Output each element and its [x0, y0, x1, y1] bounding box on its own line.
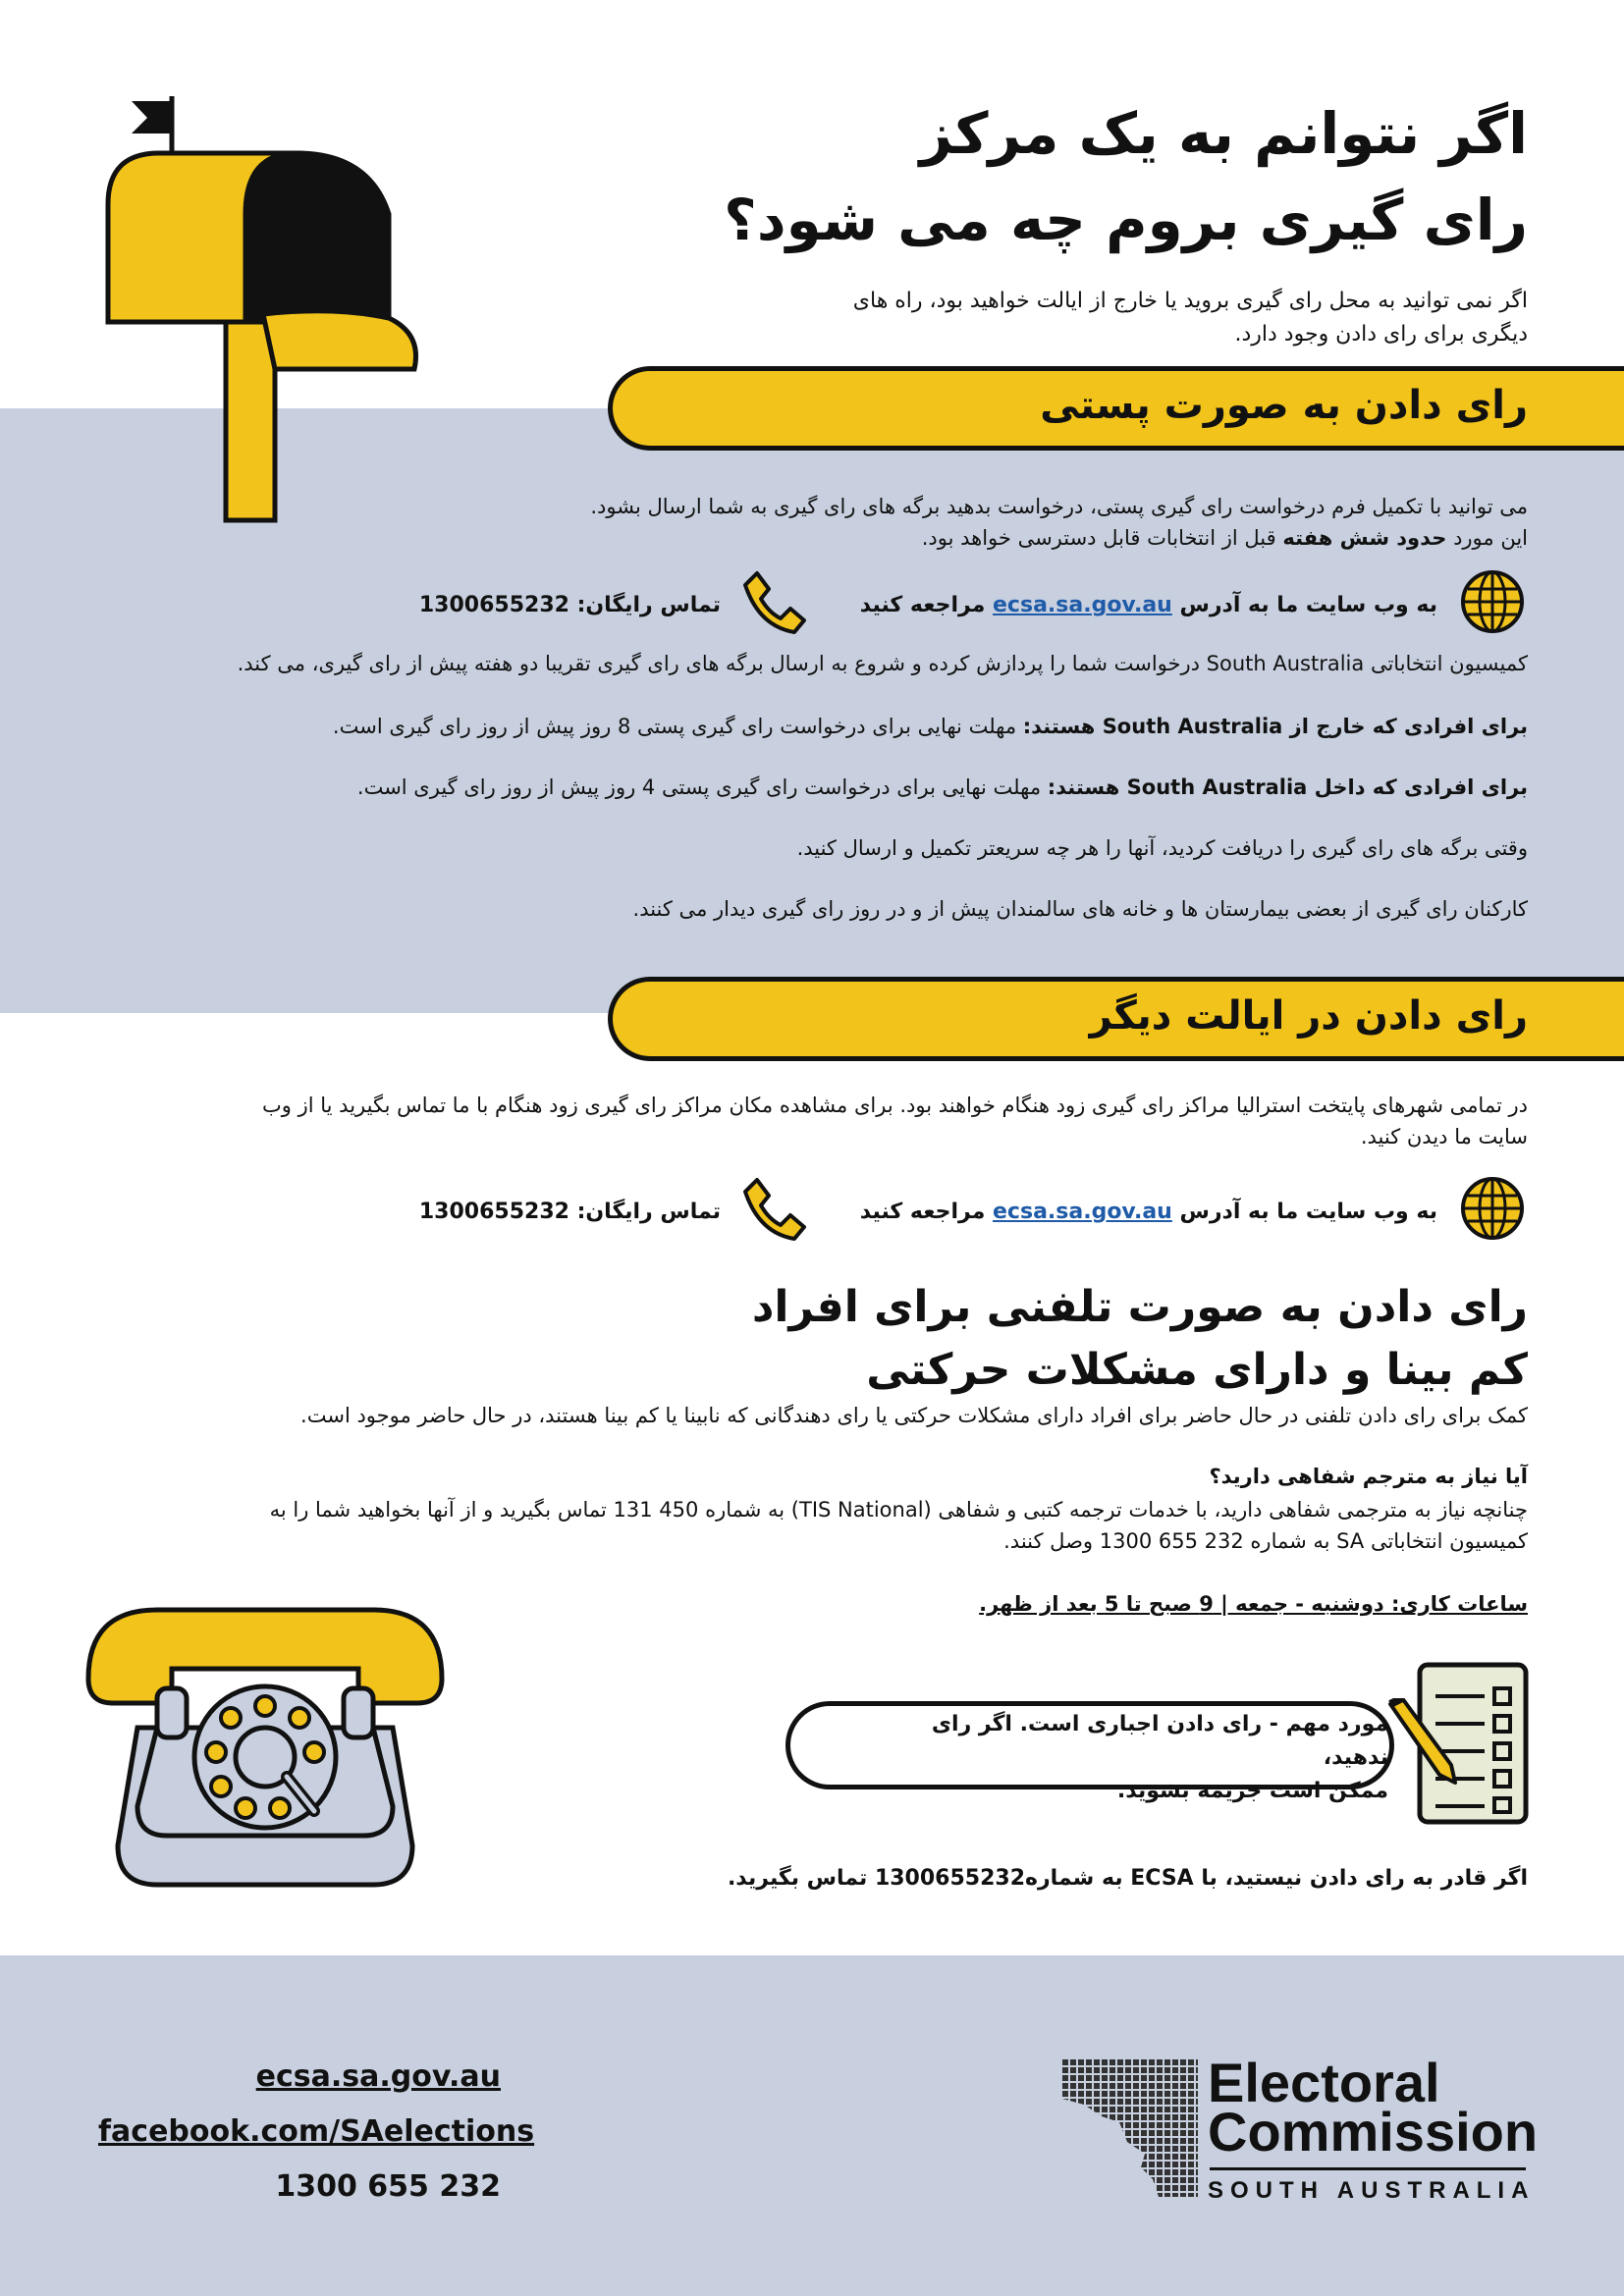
interstate-phone-line: تماس رایگان: 1300655232	[418, 1200, 721, 1224]
postal-paragraph-2: کمیسیون انتخاباتی South Australia درخواست شما را پردازش کرده و شروع به ارسال برگه های رای گیری تقریبا دو هفته پیش از رای گیری، می کند.	[237, 652, 1528, 675]
interstate-website-line: به وب سایت ما به آدرس ecsa.sa.gov.au مراجعه کنید	[859, 1200, 1437, 1224]
postal-website-line: به وب سایت ما به آدرس ecsa.sa.gov.au مراجعه کنید	[859, 593, 1437, 617]
postal-paragraph-3: برای افرادی که خارج از South Australia هستند: مهلت نهایی برای درخواست رای گیری پستی 8 روز پیش از روز رای گیری است.	[332, 715, 1528, 738]
logo-divider	[1210, 2167, 1526, 2170]
rotary-phone-icon	[79, 1590, 452, 1904]
logo-line-commission: Commission	[1208, 2101, 1539, 2163]
postal-phone-number[interactable]: 1300655232	[418, 593, 569, 617]
footer-facebook-link[interactable]: facebook.com/SAelections	[98, 2114, 535, 2149]
postal-heading: رای دادن به صورت پستی	[1040, 383, 1528, 428]
postal-paragraph-1: می توانید با تکمیل فرم درخواست رای گیری پستی، درخواست بدهید برگه های رای گیری به شما ارسال بشود. این مورد حدود شش هفته قبل از انتخابات قابل دسترسی خواهد بود.	[590, 495, 1528, 550]
telephone-voting-paragraph: کمک برای رای دادن تلفنی در حال حاضر برای افراد دارای مشکلات حرکتی یا رای دهندگانی که نابینا یا کم بینا هستند، در حال حاضر موجود است.	[300, 1404, 1528, 1427]
pencil-icon	[1382, 1698, 1461, 1787]
office-hours: ساعات کاری: دوشنبه - جمعه | 9 صبح تا 5 بعد از ظهر.	[979, 1592, 1528, 1616]
interstate-website-link[interactable]: ecsa.sa.gov.au	[993, 1200, 1172, 1224]
footer-facebook	[98, 2114, 535, 2149]
interpreter-question: آیا نیاز به مترجم شفاهی دارید؟	[1209, 1465, 1528, 1488]
globe-icon	[1460, 1176, 1525, 1241]
interstate-paragraph: در تمامی شهرهای پایتخت استرالیا مراکز رای گیری زود هنگام خواهند بود. برای مشاهده مکان مراکز رای گیری زود هنگام با ما تماس بگیرید یا از وب سایت ما دیدن کنید.	[262, 1094, 1528, 1148]
interstate-heading: رای دادن در ایالت دیگر	[1089, 993, 1528, 1039]
interstate-phone-number[interactable]: 1300655232	[418, 1200, 569, 1224]
unable-to-vote-text: اگر قادر به رای دادن نیستید، با ECSA به شماره1300655232 تماس بگیرید.	[727, 1866, 1528, 1891]
logo-line-south-australia: SOUTH AUSTRALIA	[1208, 2177, 1536, 2204]
footer-website	[98, 2059, 501, 2094]
postal-paragraph-4: برای افرادی که داخل South Australia هستند: مهلت نهایی برای درخواست رای گیری پستی 4 روز پیش از روز رای گیری است.	[356, 775, 1528, 799]
globe-icon	[1460, 569, 1525, 634]
phone-handset-icon	[739, 1174, 808, 1243]
interstate-heading-pill	[608, 977, 1624, 1061]
footer-phone: 1300 655 232	[275, 2169, 501, 2204]
telephone-voting-heading: رای دادن به صورت تلفنی برای افراد کم بینا و دارای مشکلات حرکتی	[751, 1282, 1528, 1395]
postal-website-link[interactable]: ecsa.sa.gov.au	[993, 593, 1172, 617]
logo-line-electoral: Electoral	[1208, 2052, 1440, 2113]
postal-paragraph-6: کارکنان رای گیری از بعضی بیمارستان ها و خانه های سالمندان پیش از و در روز رای گیری دیدار می کنند.	[632, 897, 1528, 921]
postal-paragraph-5: وقتی برگه های رای گیری را دریافت کردید، آنها را هر چه سریعتر تکمیل و ارسال کنید.	[796, 836, 1528, 860]
intro-text: اگر نمی توانید به محل رای گیری بروید یا خارج از ایالت خواهید بود، راه های دیگری برای رای دادن وجود دارد.	[852, 289, 1528, 347]
footer-website-link[interactable]: ecsa.sa.gov.au	[255, 2059, 501, 2094]
page-title: اگر نتوانم به یک مرکز رای گیری بروم چه می شود؟	[724, 100, 1528, 253]
important-notice-text: مورد مهم - رای دادن اجباری است. اگر رای ندهید، ممکن است جریمه بشوید.	[931, 1712, 1388, 1803]
phone-handset-icon	[739, 567, 808, 636]
postal-heading-pill	[608, 366, 1624, 451]
postal-phone-line: تماس رایگان: 1300655232	[418, 593, 721, 617]
interpreter-paragraph: چنانچه نیاز به مترجمی شفاهی دارید، با خدمات ترجمه کتبی و شفاهی (TIS National) به شماره 450 131 تماس بگیرید و از آنها بخواهید شما را به کمیسیون انتخاباتی SA به شماره 232 655 1300 وصل کنند.	[269, 1498, 1528, 1553]
mailbox-icon	[98, 96, 432, 528]
sa-map-logo-icon	[1062, 2059, 1198, 2197]
